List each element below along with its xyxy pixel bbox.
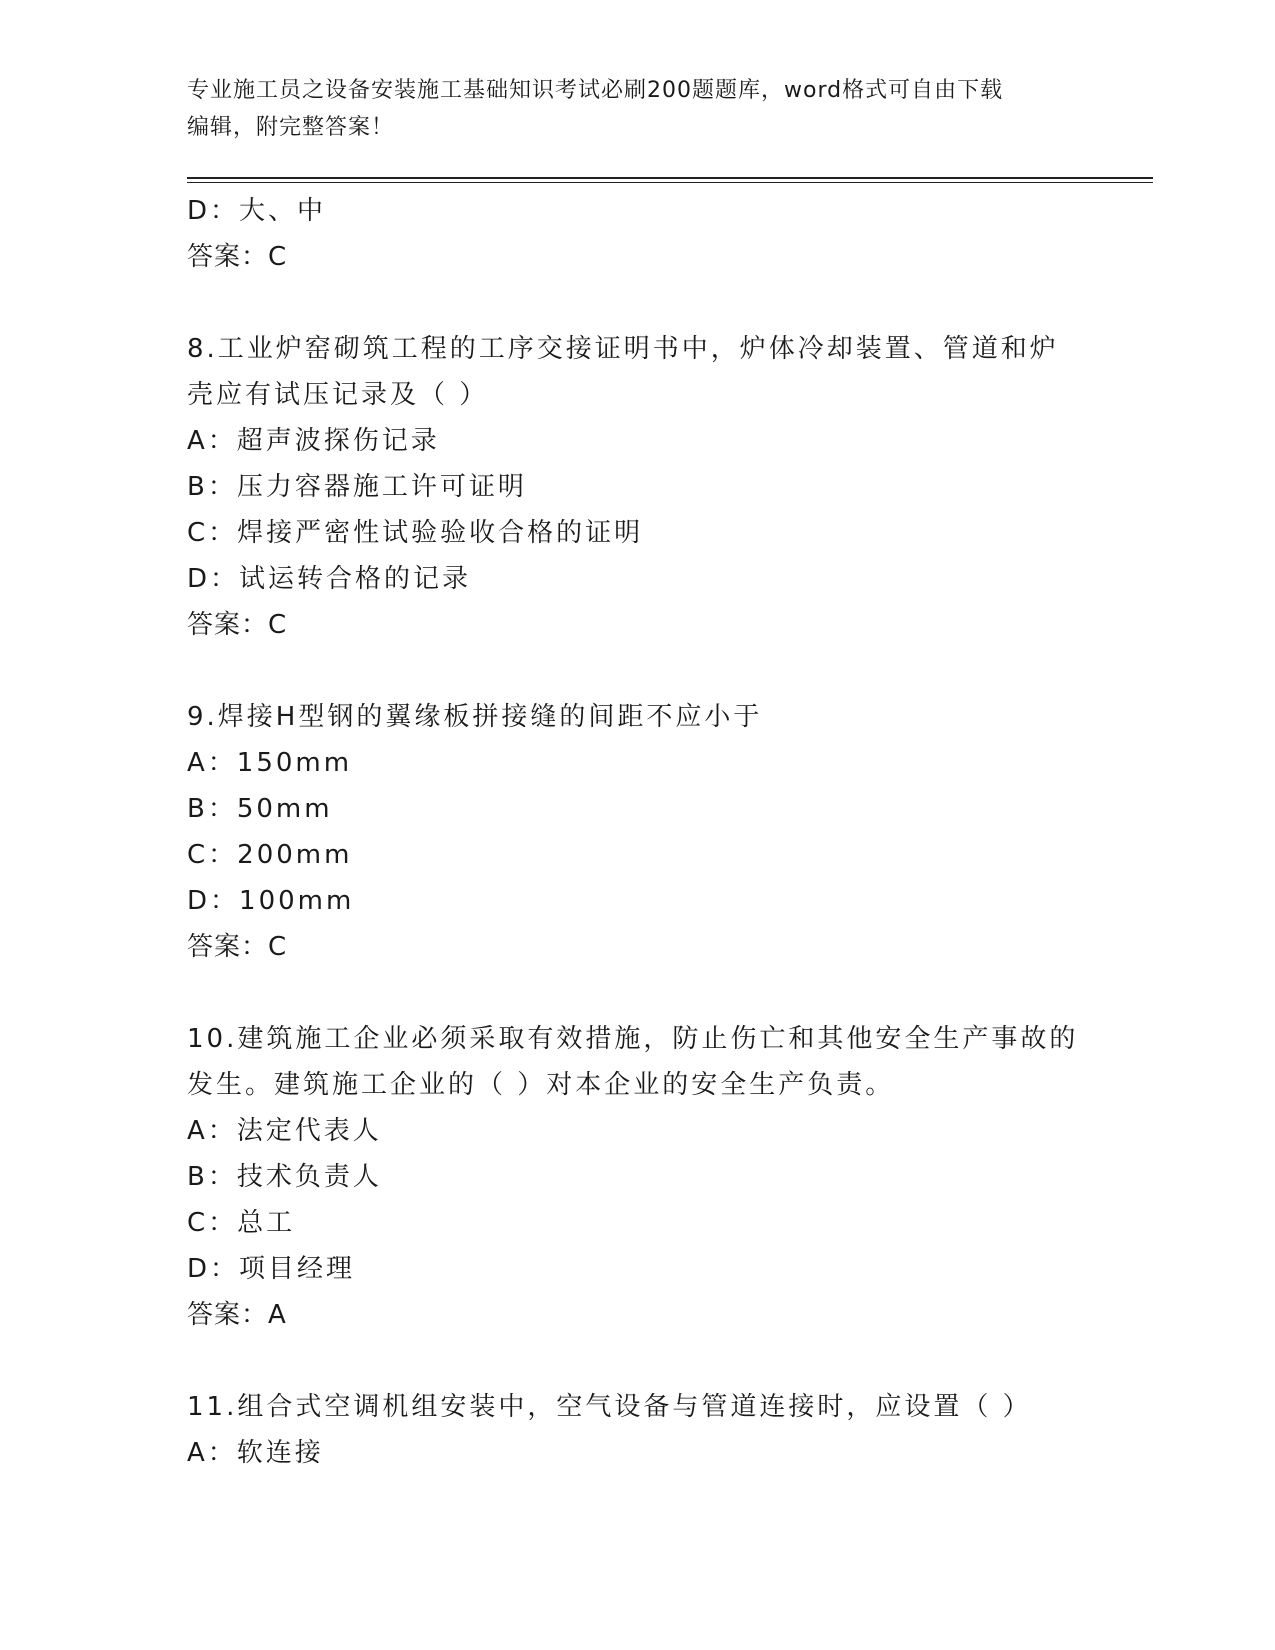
option-b: B：50mm [187,794,333,824]
question-list [187,188,1117,1476]
page-header [187,72,1087,146]
option-a: A：超声波探伤记录 [187,426,440,456]
answer-line: 答案：A [187,1300,287,1330]
option-d: D：大、中 [187,196,327,226]
option-b: B：压力容器施工许可证明 [187,472,527,502]
answer-line: 答案：C [187,932,288,962]
question-text-line-1: 10.建筑施工企业必须采取有效措施，防止伤亡和其他安全生产事故的 [187,1024,1079,1054]
answer-line: 答案：C [187,610,288,640]
spacer [187,280,1117,326]
option-d: D：试运转合格的记录 [187,564,472,594]
question-text-line-1: 8.工业炉窑砌筑工程的工序交接证明书中，炉体冷却装置、管道和炉 [187,334,1059,364]
spacer [187,1338,1117,1384]
question-text-line-1: 9.焊接H型钢的翼缘板拼接缝的间距不应小于 [187,702,763,732]
question-text-line-2: 发生。建筑施工企业的（ ）对本企业的安全生产负责。 [187,1070,895,1100]
option-a: A：150mm [187,748,353,778]
option-a: A：软连接 [187,1438,324,1468]
spacer [187,970,1117,1016]
option-c: C：焊接严密性试验验收合格的证明 [187,518,644,548]
header-divider-thick [187,177,1153,179]
spacer [187,648,1117,694]
option-b: B：技术负责人 [187,1162,382,1192]
header-line-2: 编辑，附完整答案！ [187,115,395,140]
option-c: C：总工 [187,1208,296,1238]
question-11 [187,1384,1117,1476]
question-10 [187,1016,1117,1338]
header-divider-thin [187,182,1153,183]
option-d: D：100mm [187,886,355,916]
header-line-1: 专业施工员之设备安装施工基础知识考试必刷200题题库，word格式可自由下载 [187,78,1004,103]
question-9 [187,694,1117,970]
question-8 [187,326,1117,648]
option-a: A：法定代表人 [187,1116,382,1146]
option-d: D：项目经理 [187,1254,356,1284]
question-text-line-2: 壳应有试压记录及（ ） [187,380,489,410]
question-7-tail [187,188,1117,280]
question-text-line-1: 11.组合式空调机组安装中，空气设备与管道连接时，应设置（ ） [187,1392,1032,1422]
answer-line: 答案：C [187,242,288,272]
option-c: C：200mm [187,840,353,870]
